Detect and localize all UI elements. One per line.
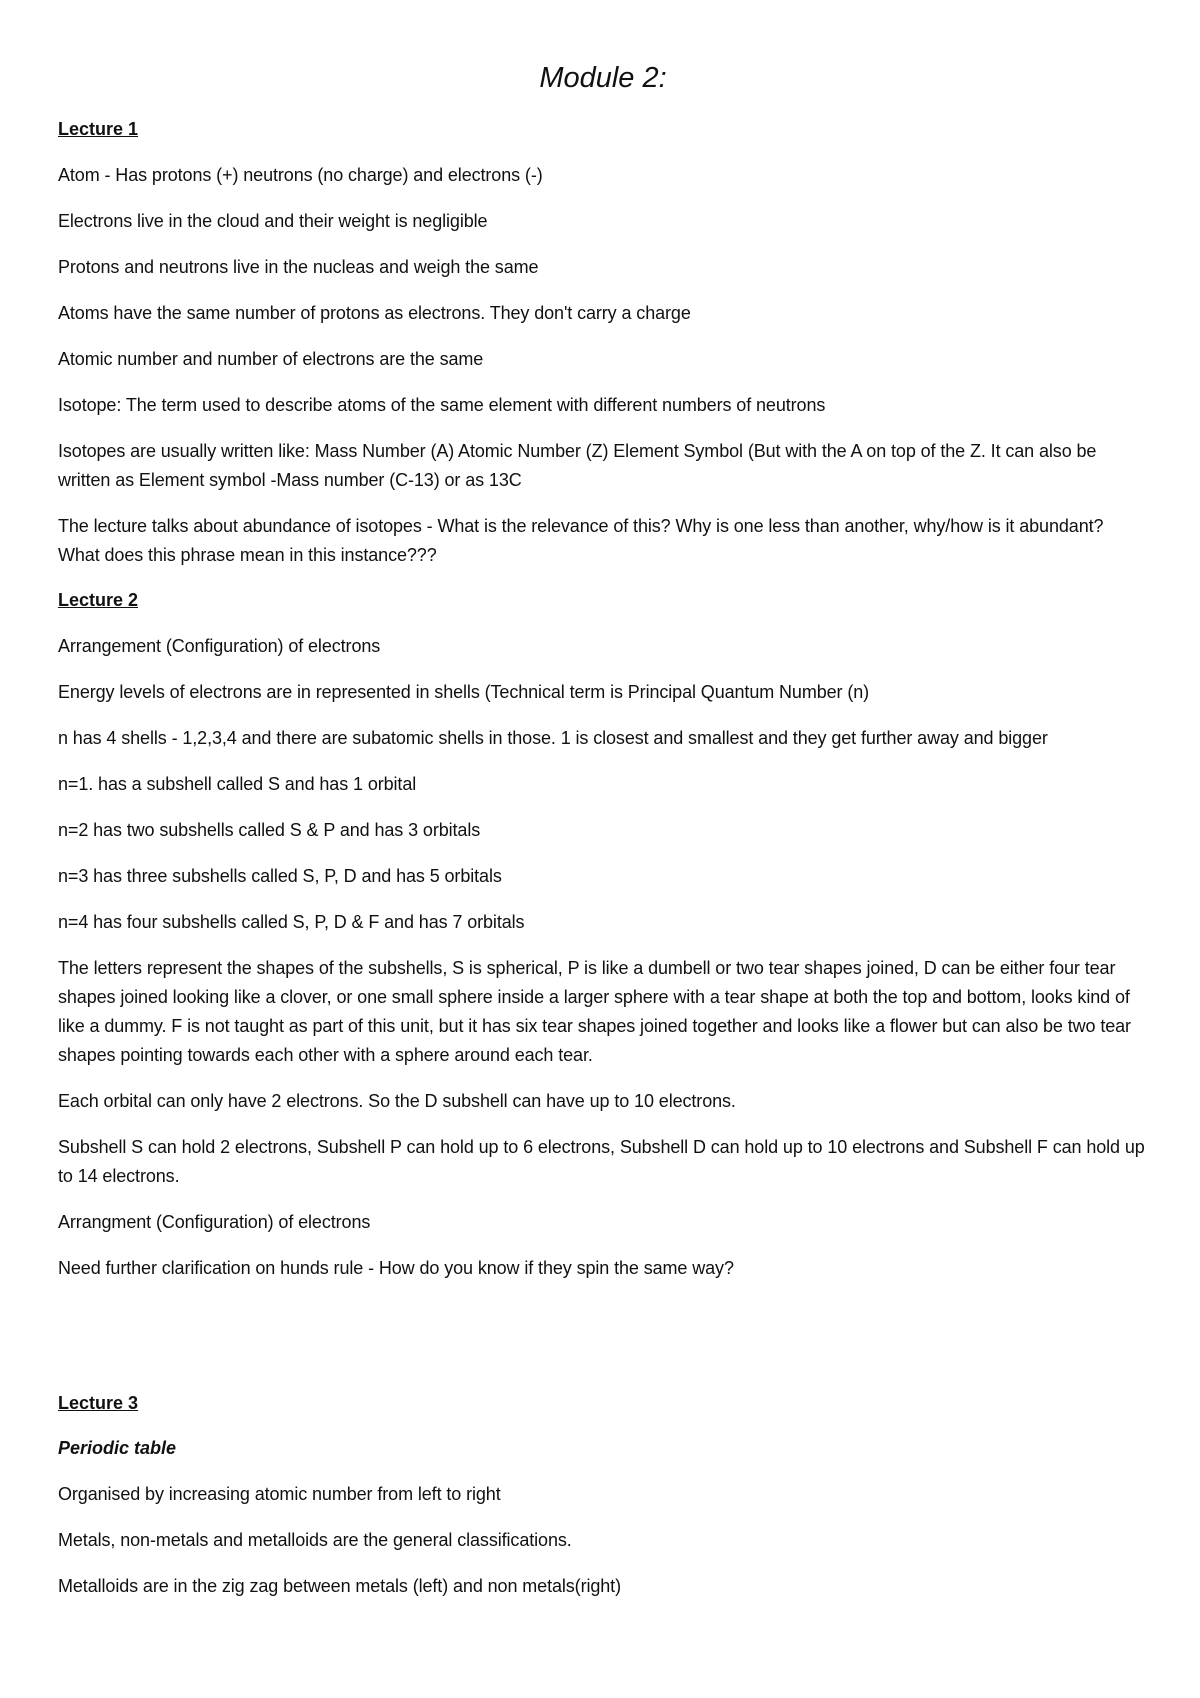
lecture-3-paragraph: Metalloids are in the zig zag between metals (left) and non metals(right)	[58, 1576, 621, 1596]
document-title: Module 2:	[539, 62, 667, 94]
lecture-1-paragraph: Atoms have the same number of protons as electrons. They don't carry a charge	[58, 303, 691, 323]
lecture-2-paragraph: n=2 has two subshells called S & P and has 3 orbitals	[58, 820, 481, 840]
lecture-1-paragraph: Isotopes are usually written like: Mass Number (A) Atomic Number (Z) Element Symbol (But with the A on top of the Z. It can also be written as Element symbol -Mass number (C-13) or as 13C	[58, 441, 1097, 490]
section-spacer	[58, 1300, 1148, 1390]
lecture-1-paragraph: Atomic number and number of electrons are the same	[58, 349, 484, 369]
periodic-table-subheading: Periodic table	[58, 1438, 177, 1458]
lecture-2-paragraph: Subshell S can hold 2 electrons, Subshell P can hold up to 6 electrons, Subshell D can hold up to 10 electrons and Subshell F can hold up to 14 electrons.	[58, 1137, 1145, 1186]
lecture-2-paragraph: n has 4 shells - 1,2,3,4 and there are subatomic shells in those. 1 is closest and smallest and they get further away and bigger	[58, 728, 1048, 748]
lecture-3-paragraph: Metals, non-metals and metalloids are the general classifications.	[58, 1530, 572, 1550]
lecture-2-paragraph: n=4 has four subshells called S, P, D & F and has 7 orbitals	[58, 912, 525, 932]
lecture-2-heading: Lecture 2	[58, 590, 139, 610]
lecture-2-paragraph: n=3 has three subshells called S, P, D and has 5 orbitals	[58, 866, 502, 886]
lecture-2-paragraph: Each orbital can only have 2 electrons. So the D subshell can have up to 10 electrons.	[58, 1091, 736, 1111]
lecture-1-heading: Lecture 1	[58, 119, 139, 139]
lecture-1-paragraph: Atom - Has protons (+) neutrons (no charge) and electrons (-)	[58, 165, 543, 185]
lecture-3-paragraph: Organised by increasing atomic number from left to right	[58, 1484, 501, 1504]
document-page	[58, 58, 1148, 1618]
lecture-2-paragraph: Need further clarification on hunds rule - How do you know if they spin the same way?	[58, 1258, 734, 1278]
lecture-2-paragraph: n=1. has a subshell called S and has 1 orbital	[58, 774, 417, 794]
lecture-2-paragraph: Energy levels of electrons are in represented in shells (Technical term is Principal Quantum Number (n)	[58, 682, 870, 702]
lecture-1-paragraph: Isotope: The term used to describe atoms of the same element with different numbers of neutrons	[58, 395, 826, 415]
lecture-3-heading: Lecture 3	[58, 1393, 139, 1413]
lecture-2-paragraph: Arrangment (Configuration) of electrons	[58, 1212, 371, 1232]
lecture-1-paragraph: Protons and neutrons live in the nucleas and weigh the same	[58, 257, 539, 277]
lecture-2-paragraph: The letters represent the shapes of the subshells, S is spherical, P is like a dumbell or two tear shapes joined, D can be either four tear shapes joined looking like a clover, or one small sphere inside a larger sphere with a tear shape at both the top and bottom, looks kind of like a dummy. F is not taught as part of this unit, but it has six tear shapes joined together and looks like a flower but can also be two tear shapes pointing towards each other with a sphere around each tear.	[58, 958, 1131, 1065]
lecture-1-paragraph: The lecture talks about abundance of isotopes - What is the relevance of this? Why is one less than another, why/how is it abundant? What does this phrase mean in this instance???	[58, 516, 1104, 565]
lecture-1-paragraph: Electrons live in the cloud and their weight is negligible	[58, 211, 488, 231]
lecture-2-paragraph: Arrangement (Configuration) of electrons	[58, 636, 381, 656]
